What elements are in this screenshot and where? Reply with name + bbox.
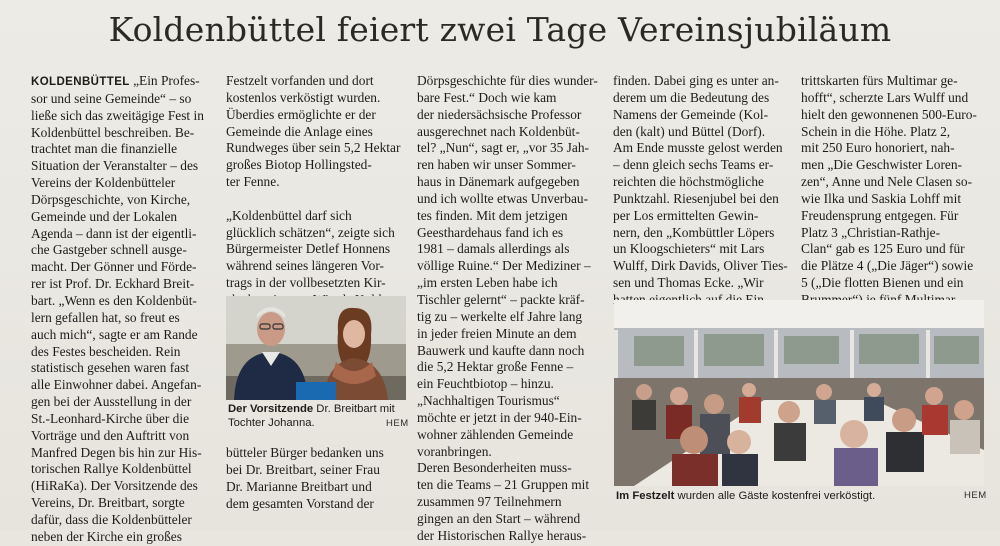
text-line: ren haben wir unser Sommer- — [417, 157, 576, 173]
text-line: gen bei der Ausstellung in der — [31, 394, 192, 410]
text-line: Dörpsgeschichte für dies wunder- — [417, 73, 598, 88]
caption-2-text: wurden alle Gäste kostenfrei verköstigt. — [674, 490, 876, 502]
text-line: Bürgermeister Detlef Honnens — [226, 241, 391, 257]
photo-2-caption — [616, 489, 956, 503]
text-line: 5 („Die flotten Bienen und ein — [801, 275, 964, 291]
headline: Koldenbüttel feiert zwei Tage Vereinsjubiläum — [108, 10, 892, 49]
text-line: „im ersten Leben habe ich — [417, 275, 558, 291]
text-line: Vereins der Koldenbütteler — [31, 175, 176, 191]
text-line: 1981 – damals allerdings als — [417, 241, 570, 257]
text-line: che Gastgeber schnell ausge- — [31, 242, 187, 258]
text-line: wohner zählenden Gemeinde — [417, 426, 574, 442]
text-line: glücklich schätzen“, zeigte sich — [226, 224, 395, 240]
text-line: der Historischen Rallye heraus- — [417, 527, 587, 543]
dateline: KOLDENBÜTTEL — [31, 76, 130, 88]
first-line-text: „Ein Profes- — [133, 73, 200, 88]
text-line: tel? „Nun“, sagt er, „vor 35 Jah- — [417, 140, 589, 156]
text-line: Gemeinde die Anlage eines — [226, 123, 373, 139]
text-line: neben der Kirche ein großes — [31, 528, 182, 544]
column-5-lines — [801, 73, 982, 309]
column-3 — [417, 73, 602, 545]
photo-chairman-with-daughter — [226, 296, 406, 400]
text-line: finden. Dabei ging es unter an- — [613, 73, 779, 88]
text-line: Am Ende musste gelost werden — [613, 140, 783, 156]
text-line: Deren Besonderheiten muss- — [417, 460, 572, 476]
text-line: bei Dr. Breitbart, seiner Frau — [226, 461, 380, 477]
text-line: Tischler gelernt“ – packte kräf- — [417, 291, 585, 307]
text-line: haus in Dänemark aufgegeben — [417, 174, 580, 190]
text-line: ein Feuchtbiotop – hinzu. — [417, 376, 554, 392]
photo-1-credit: HEM — [386, 418, 409, 429]
text-line: Dörpsgeschichte, von Kirche, — [31, 191, 191, 207]
caption-1-bold: Der Vorsitzende — [228, 403, 314, 415]
text-line: Überdies ermöglichte er der — [226, 106, 376, 122]
text-line: Koldenbüttel beschreiben. Be- — [31, 124, 195, 140]
text-line: torischen Rallye Koldenbüttel — [31, 461, 192, 477]
text-line: macht. Der Gönner und Förde- — [31, 259, 197, 275]
text-line: dafür, dass die Koldenbütteler — [31, 511, 192, 527]
text-line: wie Ilka und Saskia Lohff mit — [801, 190, 962, 206]
column-2-top-lines — [226, 73, 404, 309]
text-line: statistisch gesehen waren fast — [31, 360, 190, 376]
text-line: un Kloogschieters“ mit Lars — [613, 241, 765, 257]
caption-2-bold: Im Festzelt — [616, 490, 675, 502]
text-line: lern gefallen hat, so freut es — [31, 309, 180, 325]
photo-portrait-image — [226, 296, 406, 400]
text-line: trittskarten fürs Multimar ge- — [801, 73, 958, 88]
text-line: zusammen 97 Teilnehmern — [417, 494, 562, 510]
text-line: Clan“ gab es 125 Euro und für — [801, 241, 965, 257]
photo-1-caption — [228, 402, 406, 430]
text-line: Situation der Veranstalter – des — [31, 158, 199, 174]
text-line: den (kalt) und Büttel (Dorf). — [613, 123, 766, 139]
text-line: dem gesamten Vorstand der — [226, 495, 374, 511]
text-line: Punktzahl. Riesenjubel bei den — [613, 190, 779, 206]
text-line: ten die Teams – 21 Gruppen mit — [417, 477, 590, 493]
text-line: Rundweges über sein 5,2 Hektar — [226, 140, 401, 156]
text-line: Bauwerk und kaufte dann noch — [417, 342, 585, 358]
text-line: Dr. Marianne Breitbart und — [226, 478, 372, 494]
text-line: trags in der vollbesetzten Kir- — [226, 275, 386, 291]
text-line: bütteler Bürger bedanken uns — [226, 445, 384, 460]
text-line: in jeder freien Minute an dem — [417, 325, 577, 341]
column-2-bottom-lines — [226, 445, 404, 512]
text-line: Manfred Degen bis hin zur His- — [31, 444, 202, 460]
text-line: derem um die Bedeutung des — [613, 89, 770, 105]
text-line: per Los ermittelten Gewin- — [613, 207, 759, 223]
column-2 — [226, 73, 404, 309]
text-line: großes Biotop Hollingsted- — [226, 157, 372, 173]
photo-tent-image — [614, 300, 984, 486]
text-line: alle Einwohner dabei. Angefan- — [31, 377, 202, 393]
column-4-lines — [613, 73, 790, 309]
text-line: (HiRaKa). Der Vorsitzende des — [31, 478, 198, 494]
caption-1-text: Dr. Breitbart mit — [313, 403, 395, 415]
text-line: zen“, Anne und Nele Clasen so- — [801, 174, 973, 190]
text-line: und ich wollte etwas Unverbau- — [417, 190, 589, 206]
text-line: Platz 3 „Christian-Rathje- — [801, 224, 941, 240]
photo-festival-tent — [614, 300, 984, 486]
text-line: St.-Leonhard-Kirche über die — [31, 410, 190, 426]
text-line: auch mich“, sagte er am Rande — [31, 326, 198, 342]
text-line: die Plätze 4 („Die Jäger“) sowie — [801, 258, 974, 274]
text-line: möchte er jetzt in der 940-Ein- — [417, 409, 582, 425]
text-line: ter Fenne. — [226, 174, 280, 190]
text-line: während seines längeren Vor- — [226, 258, 385, 274]
text-line: rer ist Prof. Dr. Eckhard Breit- — [31, 276, 195, 292]
text-line: – denn gleich sechs Teams er- — [613, 157, 774, 173]
text-line: mit 250 Euro honoriert, nah- — [801, 140, 955, 156]
text-line: „Nachhaltigen Tourismus“ — [417, 393, 560, 409]
text-line: reichten die höchstmögliche — [613, 174, 764, 190]
text-line: trachtet man die finanzielle — [31, 141, 178, 157]
text-line: ausgerechnet nach Koldenbüt- — [417, 123, 580, 139]
column-1-lines — [31, 91, 214, 546]
photo-2-credit: HEM — [964, 490, 987, 501]
text-line: Namens der Gemeinde (Kol- — [613, 106, 769, 122]
text-line: ließe sich das zweitägige Fest in — [31, 107, 204, 123]
text-line: kostenlos verköstigt wurden. — [226, 89, 381, 105]
text-line: Gemeinde und der Lokalen — [31, 208, 178, 224]
text-line: voranbringen. — [417, 443, 492, 459]
text-line: des Festes bescheiden. Rein — [31, 343, 181, 359]
text-line: Wulff, Dirk Davids, Oliver Ties- — [613, 258, 788, 274]
text-line: Agenda – dann ist der eigentli- — [31, 225, 197, 241]
text-line: men „Die Geschwister Loren- — [801, 157, 962, 173]
column-4 — [613, 73, 790, 309]
text-line: sor und seine Gemeinde“ – so — [31, 90, 192, 106]
text-line: hielt den gewonnenen 500-Euro- — [801, 106, 977, 122]
column-3-lines — [417, 73, 602, 545]
text-line: sen und Thomas Ecke. „Wir — [613, 275, 764, 291]
text-line — [226, 191, 404, 208]
text-line: der niedersächsische Professor — [417, 106, 582, 122]
text-line: Schein in die Höhe. Platz 2, — [801, 123, 951, 139]
text-line: die 5,2 Hektar große Fenne – — [417, 359, 574, 375]
text-line: völlige Ruine.“ Der Mediziner – — [417, 258, 591, 274]
text-line — [31, 73, 214, 91]
text-line: tig zu – werkelte elf Jahre lang — [417, 308, 583, 324]
text-line: Freudensprung entgegen. Für — [801, 207, 959, 223]
text-line: „Koldenbüttel darf sich — [226, 207, 352, 223]
caption-1-line2: Tochter Johanna. — [228, 417, 315, 429]
column-1 — [31, 73, 214, 546]
column-2-bottom — [226, 445, 404, 512]
text-line: bare Fest.“ Doch wie kam — [417, 89, 557, 105]
text-line: gingen an den Start – während — [417, 510, 581, 526]
text-line: nern, den „Kombüttler Löpers — [613, 224, 775, 240]
text-line: bart. „Wenn es den Koldenbüt- — [31, 292, 197, 308]
text-line: Vorträge und den Auftritt von — [31, 427, 190, 443]
text-line: Festzelt vorfanden und dort — [226, 73, 374, 88]
text-line: tes finden. Mit dem jetzigen — [417, 207, 568, 223]
text-line: Geesthardehaus fand ich es — [417, 224, 564, 240]
text-line: Vereins, Dr. Breitbart, sorgte — [31, 495, 185, 511]
column-5 — [801, 73, 982, 309]
text-line: hofft“, scherzte Lars Wulff und — [801, 89, 969, 105]
